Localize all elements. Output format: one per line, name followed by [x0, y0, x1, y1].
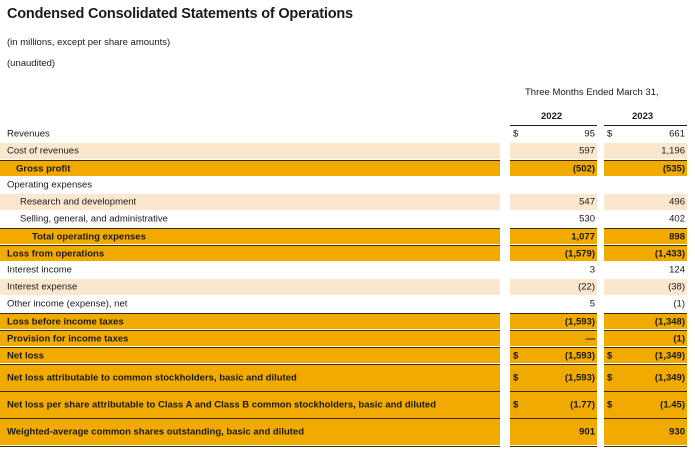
value-2022: (1,593): [564, 316, 595, 327]
units-note: (in millions, except per share amounts): [7, 37, 171, 48]
page-title: Condensed Consolidated Statements of Operations: [7, 6, 353, 22]
row-label-cell: [0, 418, 500, 445]
row-label-cell: [0, 211, 500, 227]
table-row: [0, 330, 695, 346]
row-label: Net loss: [7, 350, 44, 361]
value-cell-2022: [510, 143, 597, 159]
table-bottom-rule-label: [0, 446, 500, 447]
value-cell-2023: [604, 296, 687, 312]
row-label: Research and development: [20, 196, 137, 208]
row-label-cell: [0, 194, 500, 210]
currency-symbol-2023: $: [607, 128, 613, 139]
row-label-cell: [0, 364, 500, 391]
row-label-cell: [0, 391, 500, 418]
value-2023: (1,433): [654, 248, 685, 259]
currency-symbol-2022: $: [513, 350, 519, 361]
value-cell-2023: [604, 194, 687, 210]
value-cell-2022: [510, 347, 597, 363]
value-2023: (1,348): [654, 316, 685, 327]
value-cell-2023: [604, 364, 687, 391]
value-2022: —: [585, 333, 595, 344]
table-row: [0, 126, 695, 141]
period-header: Three Months Ended March 31,: [525, 87, 659, 98]
row-label: Net loss per share attributable to Class A and Class B common stockholders, basic and diluted: [7, 399, 437, 411]
row-label: Gross profit: [16, 163, 71, 174]
value-2022: 3: [589, 264, 595, 276]
value-cell-2023: [604, 228, 687, 244]
value-2022: (1,579): [564, 248, 595, 259]
value-2022: 597: [579, 145, 595, 157]
value-cell-2023: [604, 391, 687, 418]
value-cell-2022: [510, 228, 597, 244]
row-label: Selling, general, and administrative: [20, 213, 168, 225]
table-row: [0, 228, 695, 244]
table-row: [0, 211, 695, 227]
unaudited-note: (unaudited): [7, 58, 56, 69]
row-label: Operating expenses: [7, 179, 93, 191]
row-label-cell: [0, 347, 500, 363]
table-row: [0, 160, 695, 176]
value-2023: (1): [673, 333, 685, 344]
value-cell-2022: [510, 160, 597, 176]
value-cell-2022: [510, 364, 597, 391]
row-label-cell: [0, 126, 500, 141]
currency-symbol-2022: $: [513, 399, 519, 411]
row-label: Provision for income taxes: [7, 333, 129, 344]
value-2022: 901: [579, 426, 595, 438]
value-2022: 530: [579, 213, 595, 225]
value-2022: 5: [589, 298, 595, 310]
table-row: [0, 347, 695, 363]
row-label: Interest income: [7, 264, 72, 276]
value-cell-2022: [510, 330, 597, 346]
table-row: [0, 391, 695, 418]
value-cell-2022: [510, 313, 597, 329]
value-cell-2023: [604, 418, 687, 445]
table-row: [0, 245, 695, 261]
value-2022: 547: [579, 196, 595, 208]
value-cell-2022: [510, 391, 597, 418]
row-label-cell: [0, 296, 500, 312]
value-2023: (1,349): [654, 350, 685, 361]
value-cell-2023: [604, 143, 687, 159]
row-label-cell: [0, 330, 500, 346]
currency-symbol-2023: $: [607, 350, 613, 361]
value-2023: (1): [673, 298, 685, 310]
value-2022: (502): [572, 163, 595, 174]
value-cell-2023: [604, 177, 687, 193]
table-bottom-rule-2022: [510, 446, 597, 447]
table-row: [0, 313, 695, 329]
row-label: Revenues: [7, 128, 50, 139]
table-row: [0, 279, 695, 295]
row-label: Total operating expenses: [32, 231, 146, 242]
year-header-2022: 2022: [541, 111, 563, 122]
value-2023: 930: [669, 426, 685, 438]
row-label: Loss before income taxes: [7, 316, 124, 327]
value-2023: 661: [669, 128, 685, 139]
row-label: Interest expense: [7, 281, 78, 293]
row-label: Net loss attributable to common stockholders, basic and diluted: [7, 372, 297, 384]
value-2022: (1,593): [564, 372, 595, 384]
value-cell-2023: [604, 279, 687, 295]
value-cell-2022: [510, 177, 597, 193]
currency-symbol-2022: $: [513, 128, 519, 139]
table-bottom-rule-2023: [604, 446, 687, 447]
value-2022: 95: [584, 128, 595, 139]
value-cell-2023: [604, 245, 687, 261]
value-cell-2022: [510, 211, 597, 227]
value-2022: 1,077: [571, 231, 595, 242]
row-label: Other income (expense), net: [7, 298, 128, 310]
value-cell-2023: [604, 126, 687, 141]
value-cell-2023: [604, 262, 687, 278]
value-2022: (1.77): [570, 399, 595, 411]
value-2023: 124: [669, 264, 685, 276]
value-2023: 402: [669, 213, 685, 225]
row-label-cell: [0, 228, 500, 244]
row-label: Weighted-average common shares outstanding, basic and diluted: [7, 426, 305, 438]
value-2023: 1,196: [661, 145, 685, 157]
row-label-cell: [0, 279, 500, 295]
table-row: [0, 418, 695, 445]
row-label-cell: [0, 245, 500, 261]
value-cell-2023: [604, 330, 687, 346]
value-cell-2022: [510, 418, 597, 445]
table-row: [0, 364, 695, 391]
currency-symbol-2022: $: [513, 372, 519, 384]
row-label: Cost of revenues: [7, 145, 79, 157]
row-label: Loss from operations: [7, 248, 105, 259]
currency-symbol-2023: $: [607, 399, 613, 411]
table-row: [0, 194, 695, 210]
value-2022: (22): [578, 281, 595, 293]
value-cell-2023: [604, 347, 687, 363]
year-header-2023: 2023: [632, 111, 654, 122]
value-cell-2022: [510, 296, 597, 312]
value-cell-2023: [604, 160, 687, 176]
value-cell-2022: [510, 126, 597, 141]
value-cell-2023: [604, 313, 687, 329]
table-row: [0, 262, 695, 278]
value-2023: 898: [669, 231, 685, 242]
value-2022: (1,593): [564, 350, 595, 361]
value-2023: 496: [669, 196, 685, 208]
value-2023: (1,349): [654, 372, 685, 384]
value-2023: (1.45): [660, 399, 685, 411]
row-label-cell: [0, 177, 500, 193]
value-cell-2023: [604, 211, 687, 227]
currency-symbol-2023: $: [607, 372, 613, 384]
row-label-cell: [0, 262, 500, 278]
value-cell-2022: [510, 262, 597, 278]
value-cell-2022: [510, 194, 597, 210]
row-label-cell: [0, 143, 500, 159]
row-label-cell: [0, 160, 500, 176]
value-2023: (535): [662, 163, 685, 174]
value-cell-2022: [510, 279, 597, 295]
table-row: [0, 296, 695, 312]
row-label-cell: [0, 313, 500, 329]
value-cell-2022: [510, 245, 597, 261]
table-row: [0, 177, 695, 193]
value-2023: (38): [668, 281, 685, 293]
table-row: [0, 143, 695, 159]
